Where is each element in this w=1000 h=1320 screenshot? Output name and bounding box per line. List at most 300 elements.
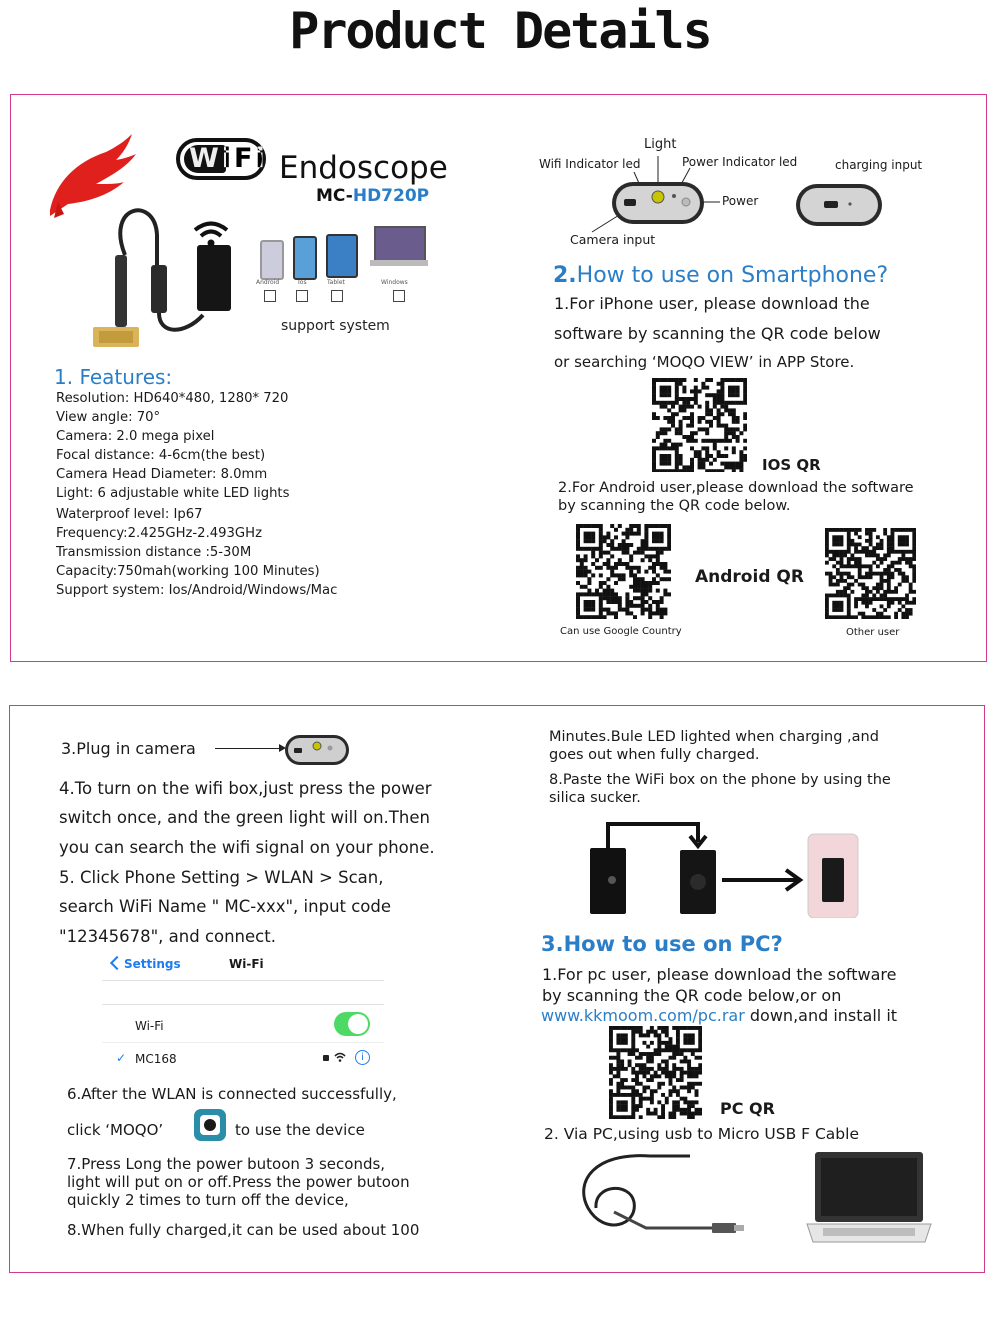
qr-module [858, 612, 862, 616]
qr-module [595, 524, 599, 528]
qr-module [717, 416, 721, 420]
qr-module [872, 572, 876, 576]
qr-module [887, 575, 891, 579]
qr-module [609, 1071, 613, 1075]
qr-module [616, 1082, 620, 1086]
qr-module [667, 378, 671, 382]
qr-module [705, 427, 709, 431]
qr-module [743, 427, 747, 431]
qr-module [618, 604, 622, 608]
qr-module [691, 1100, 695, 1104]
qr-module [644, 570, 648, 574]
qr-module [883, 557, 887, 561]
qr-module [894, 612, 898, 616]
product-name: Endoscope [279, 150, 448, 186]
qr-module [720, 397, 724, 401]
label-light: Light [644, 137, 677, 152]
qr-module [672, 1104, 676, 1108]
qr-module [610, 554, 614, 558]
qr-module [861, 615, 865, 619]
qr-module [609, 1067, 613, 1071]
qr-module [736, 393, 740, 397]
qr-module [622, 539, 626, 543]
info-icon[interactable]: i [355, 1050, 370, 1065]
qr-module [728, 386, 732, 390]
qr-module [843, 590, 847, 594]
qr-module [743, 416, 747, 420]
qr-module [652, 611, 656, 615]
qr-module [671, 405, 675, 409]
qr-module [606, 611, 610, 615]
qr-module [840, 615, 844, 619]
qr-module [840, 601, 844, 605]
qr-module [883, 615, 887, 619]
qr-module [616, 1026, 620, 1030]
qr-module [698, 450, 702, 454]
qr-module [644, 532, 648, 536]
qr-module [669, 1041, 673, 1045]
qr-module [872, 550, 876, 554]
qr-module [901, 553, 905, 557]
qr-module [576, 604, 580, 608]
qr-module [847, 601, 851, 605]
qr-module [682, 386, 686, 390]
qr-module [652, 554, 656, 558]
qr-module [898, 543, 902, 547]
android-other-qr-code[interactable] [825, 528, 916, 619]
qr-module [865, 597, 869, 601]
qr-module [695, 1089, 699, 1093]
qr-module [909, 608, 913, 612]
qr-module [905, 608, 909, 612]
qr-module [603, 539, 607, 543]
qr-module [648, 566, 652, 570]
qr-module [720, 424, 724, 428]
qr-module [686, 397, 690, 401]
paste-wifi-box-illustration [586, 818, 866, 918]
qr-module [869, 597, 873, 601]
qr-module [840, 564, 844, 568]
qr-module [591, 604, 595, 608]
qr-module [650, 1112, 654, 1116]
qr-module [698, 1082, 702, 1086]
qr-module [679, 378, 683, 382]
qr-module [631, 1086, 635, 1090]
qr-module [891, 535, 895, 539]
qr-module [736, 386, 740, 390]
qr-module [836, 535, 840, 539]
qr-module [628, 1052, 632, 1056]
qr-module [629, 524, 633, 528]
qr-module [836, 539, 840, 543]
qr-module [743, 397, 747, 401]
qr-module [690, 420, 694, 424]
qr-module [701, 446, 705, 450]
qr-module [909, 550, 913, 554]
qr-module [628, 1115, 632, 1119]
qr-module [679, 408, 683, 412]
qr-module [587, 581, 591, 585]
qr-module [701, 416, 705, 420]
charging-note-line: Minutes.Bule LED lighted when charging ,and [549, 729, 879, 745]
qr-module [861, 575, 865, 579]
qr-module [680, 1026, 684, 1030]
qr-module [624, 1041, 628, 1045]
qr-module [909, 590, 913, 594]
qr-module [713, 458, 717, 462]
qr-module [736, 416, 740, 420]
qr-module [635, 1078, 639, 1082]
qr-module [683, 1097, 687, 1101]
qr-module [724, 378, 728, 382]
qr-module [705, 378, 709, 382]
qr-module [832, 539, 836, 543]
qr-module [713, 439, 717, 443]
qr-module [701, 465, 705, 469]
page-title: Product Details [289, 2, 711, 60]
qr-module [847, 550, 851, 554]
qr-module [675, 443, 679, 447]
qr-module [661, 1030, 665, 1034]
qr-module [620, 1063, 624, 1067]
qr-module [698, 1033, 702, 1037]
qr-module [660, 458, 664, 462]
qr-module [580, 524, 584, 528]
qr-module [618, 577, 622, 581]
divider [102, 1042, 384, 1043]
qr-module [580, 570, 584, 574]
qr-module [732, 401, 736, 405]
qr-module [865, 590, 869, 594]
qr-module [880, 615, 884, 619]
qr-module [648, 596, 652, 600]
qr-module [836, 528, 840, 532]
qr-module [618, 547, 622, 551]
qr-module [675, 389, 679, 393]
qr-module [829, 528, 833, 532]
qr-module [646, 1071, 650, 1075]
qr-module [648, 589, 652, 593]
qr-module [705, 412, 709, 416]
qr-module [620, 1086, 624, 1090]
qr-module [663, 608, 667, 612]
qr-module [584, 604, 588, 608]
qr-module [660, 566, 664, 570]
qr-module [614, 581, 618, 585]
qr-module [840, 572, 844, 576]
qr-module [843, 572, 847, 576]
paste-instruction-line: silica sucker. [549, 790, 641, 806]
qr-module [656, 551, 660, 555]
qr-module [736, 439, 740, 443]
qr-module [843, 579, 847, 583]
qr-module [732, 408, 736, 412]
qr-module [876, 557, 880, 561]
qr-module [614, 596, 618, 600]
qr-module [691, 1071, 695, 1075]
qr-module [637, 566, 641, 570]
qr-module [898, 608, 902, 612]
qr-module [894, 590, 898, 594]
qr-module [682, 401, 686, 405]
qr-module [656, 469, 660, 472]
qr-module [698, 1108, 702, 1112]
qr-module [648, 608, 652, 612]
qr-module [905, 561, 909, 565]
qr-module [644, 543, 648, 547]
qr-module [832, 564, 836, 568]
pc-heading: 3.How to use on PC? [541, 932, 783, 956]
qr-module [883, 597, 887, 601]
android-google-qr-code[interactable] [576, 524, 671, 619]
qr-module [576, 573, 580, 577]
qr-module [701, 462, 705, 466]
qr-module [660, 608, 664, 612]
qr-module [912, 575, 916, 579]
settings-back-button[interactable]: Settings [124, 957, 181, 971]
qr-module [624, 1033, 628, 1037]
qr-module [679, 458, 683, 462]
qr-module [687, 1067, 691, 1071]
qr-module [732, 416, 736, 420]
qr-module [869, 539, 873, 543]
qr-module [717, 469, 721, 472]
qr-module [850, 543, 854, 547]
qr-module [691, 1026, 695, 1030]
qr-module [635, 1063, 639, 1067]
qr-module [720, 439, 724, 443]
qr-module [606, 592, 610, 596]
qr-module [691, 1082, 695, 1086]
qr-module [843, 550, 847, 554]
qr-module [642, 1097, 646, 1101]
qr-module [679, 405, 683, 409]
qr-module [836, 550, 840, 554]
qr-module [728, 427, 732, 431]
qr-module [654, 1030, 658, 1034]
qr-module [650, 1026, 654, 1030]
qr-module [629, 573, 633, 577]
qr-module [629, 558, 633, 562]
qr-module [836, 561, 840, 565]
qr-module [829, 575, 833, 579]
qr-module [687, 1100, 691, 1104]
qr-module [690, 416, 694, 420]
qr-module [694, 454, 698, 458]
qr-module [610, 543, 614, 547]
qr-module [709, 462, 713, 466]
ios-qr-code[interactable] [652, 378, 747, 472]
qr-module [665, 1100, 669, 1104]
qr-module [836, 579, 840, 583]
qr-module [687, 1104, 691, 1108]
qr-module [690, 435, 694, 439]
feature-line: Support system: Ios/Android/Windows/Mac [56, 583, 338, 598]
qr-module [829, 550, 833, 554]
qr-module [580, 547, 584, 551]
pc-download-link[interactable]: www.kkmoom.com/pc.rar [541, 1006, 745, 1025]
qr-module [894, 550, 898, 554]
qr-module [836, 553, 840, 557]
qr-module [667, 408, 671, 412]
qr-module [705, 405, 709, 409]
qr-module [743, 378, 747, 382]
qr-module [901, 557, 905, 561]
qr-module [825, 532, 829, 536]
qr-module [610, 547, 614, 551]
qr-module [887, 604, 891, 608]
qr-module [625, 600, 629, 604]
qr-module [705, 450, 709, 454]
model-number [316, 186, 429, 206]
qr-module [732, 386, 736, 390]
qr-module [644, 539, 648, 543]
qr-module [679, 382, 683, 386]
qr-module [665, 1048, 669, 1052]
qr-module [865, 528, 869, 532]
qr-module [887, 615, 891, 619]
qr-module [584, 585, 588, 589]
qr-module [656, 378, 660, 382]
qr-module [724, 435, 728, 439]
qr-module [641, 611, 645, 615]
qr-module [624, 1093, 628, 1097]
qr-module [660, 596, 664, 600]
qr-module [642, 1052, 646, 1056]
qr-module [654, 1048, 658, 1052]
qr-module [610, 524, 614, 528]
pc-qr-label: PC QR [720, 1099, 775, 1118]
qr-module [663, 386, 667, 390]
qr-module [646, 1067, 650, 1071]
qr-module [880, 594, 884, 598]
qr-module [639, 1093, 643, 1097]
qr-module [667, 439, 671, 443]
qr-module [616, 1041, 620, 1045]
qr-module [624, 1078, 628, 1082]
qr-module [599, 551, 603, 555]
qr-module [620, 1082, 624, 1086]
qr-module [698, 416, 702, 420]
wifi-row-label: Wi-Fi [135, 1019, 164, 1033]
qr-module [695, 1112, 699, 1116]
qr-module [669, 1048, 673, 1052]
qr-module [854, 597, 858, 601]
qr-module [850, 539, 854, 543]
qr-module [661, 1071, 665, 1075]
qr-module [698, 405, 702, 409]
qr-module [683, 1033, 687, 1037]
lock-icon [323, 1055, 329, 1061]
qr-module [694, 393, 698, 397]
qr-module [672, 1086, 676, 1090]
qr-module [847, 532, 851, 536]
qr-module [698, 1048, 702, 1052]
qr-module [898, 572, 902, 576]
qr-module [576, 543, 580, 547]
qr-module [654, 1074, 658, 1078]
qr-module [660, 431, 664, 435]
qr-module [728, 401, 732, 405]
qr-module [675, 462, 679, 466]
qr-module [637, 524, 641, 528]
qr-module [660, 386, 664, 390]
qr-module [847, 572, 851, 576]
qr-module [616, 1067, 620, 1071]
device-charging-diagram [794, 182, 884, 228]
qr-module [663, 566, 667, 570]
network-name[interactable]: MC168 [135, 1052, 177, 1066]
qr-module [728, 408, 732, 412]
qr-module [680, 1052, 684, 1056]
iphone-instruction-line: or searching ‘MOQO VIEW’ in APP Store. [554, 353, 855, 371]
moqo-app-icon[interactable] [194, 1109, 226, 1141]
qr-module [720, 382, 724, 386]
qr-module [580, 615, 584, 619]
qr-module [603, 551, 607, 555]
qr-module [869, 543, 873, 547]
qr-module [599, 524, 603, 528]
qr-module [637, 528, 641, 532]
qr-module [847, 564, 851, 568]
qr-module [672, 1089, 676, 1093]
qr-module [912, 546, 916, 550]
qr-module [724, 439, 728, 443]
qr-module [641, 604, 645, 608]
qr-module [694, 450, 698, 454]
laptop-image [805, 1150, 933, 1246]
qr-module [610, 589, 614, 593]
qr-module [663, 570, 667, 574]
qr-module [912, 557, 916, 561]
qr-module [694, 386, 698, 390]
wifi-strength-icon [334, 1052, 346, 1062]
qr-module [880, 583, 884, 587]
qr-module [720, 405, 724, 409]
qr-module [709, 408, 713, 412]
qr-module [709, 420, 713, 424]
step7-line: 7.Press Long the power butoon 3 seconds, [67, 1155, 386, 1173]
qr-module [705, 446, 709, 450]
qr-module [663, 589, 667, 593]
qr-module [614, 566, 618, 570]
qr-module [675, 386, 679, 390]
qr-module [713, 393, 717, 397]
settings-screen-title: Wi-Fi [229, 957, 264, 971]
qr-module [694, 389, 698, 393]
qr-module [661, 1115, 665, 1119]
qr-module [576, 539, 580, 543]
pc-qr-code[interactable] [609, 1026, 702, 1119]
qr-module [732, 446, 736, 450]
qr-module [663, 562, 667, 566]
step-line: search WiFi Name " MC-xxx", input code [59, 897, 392, 916]
qr-module [887, 553, 891, 557]
qr-module [724, 424, 728, 428]
qr-module [701, 439, 705, 443]
qr-module [861, 612, 865, 616]
qr-module [880, 586, 884, 590]
qr-module [672, 1074, 676, 1078]
qr-module [858, 564, 862, 568]
qr-module [694, 378, 698, 382]
wifi-toggle[interactable] [334, 1012, 370, 1036]
qr-module [898, 550, 902, 554]
qr-module [854, 564, 858, 568]
qr-module [901, 579, 905, 583]
qr-module [657, 1045, 661, 1049]
qr-module [682, 378, 686, 382]
